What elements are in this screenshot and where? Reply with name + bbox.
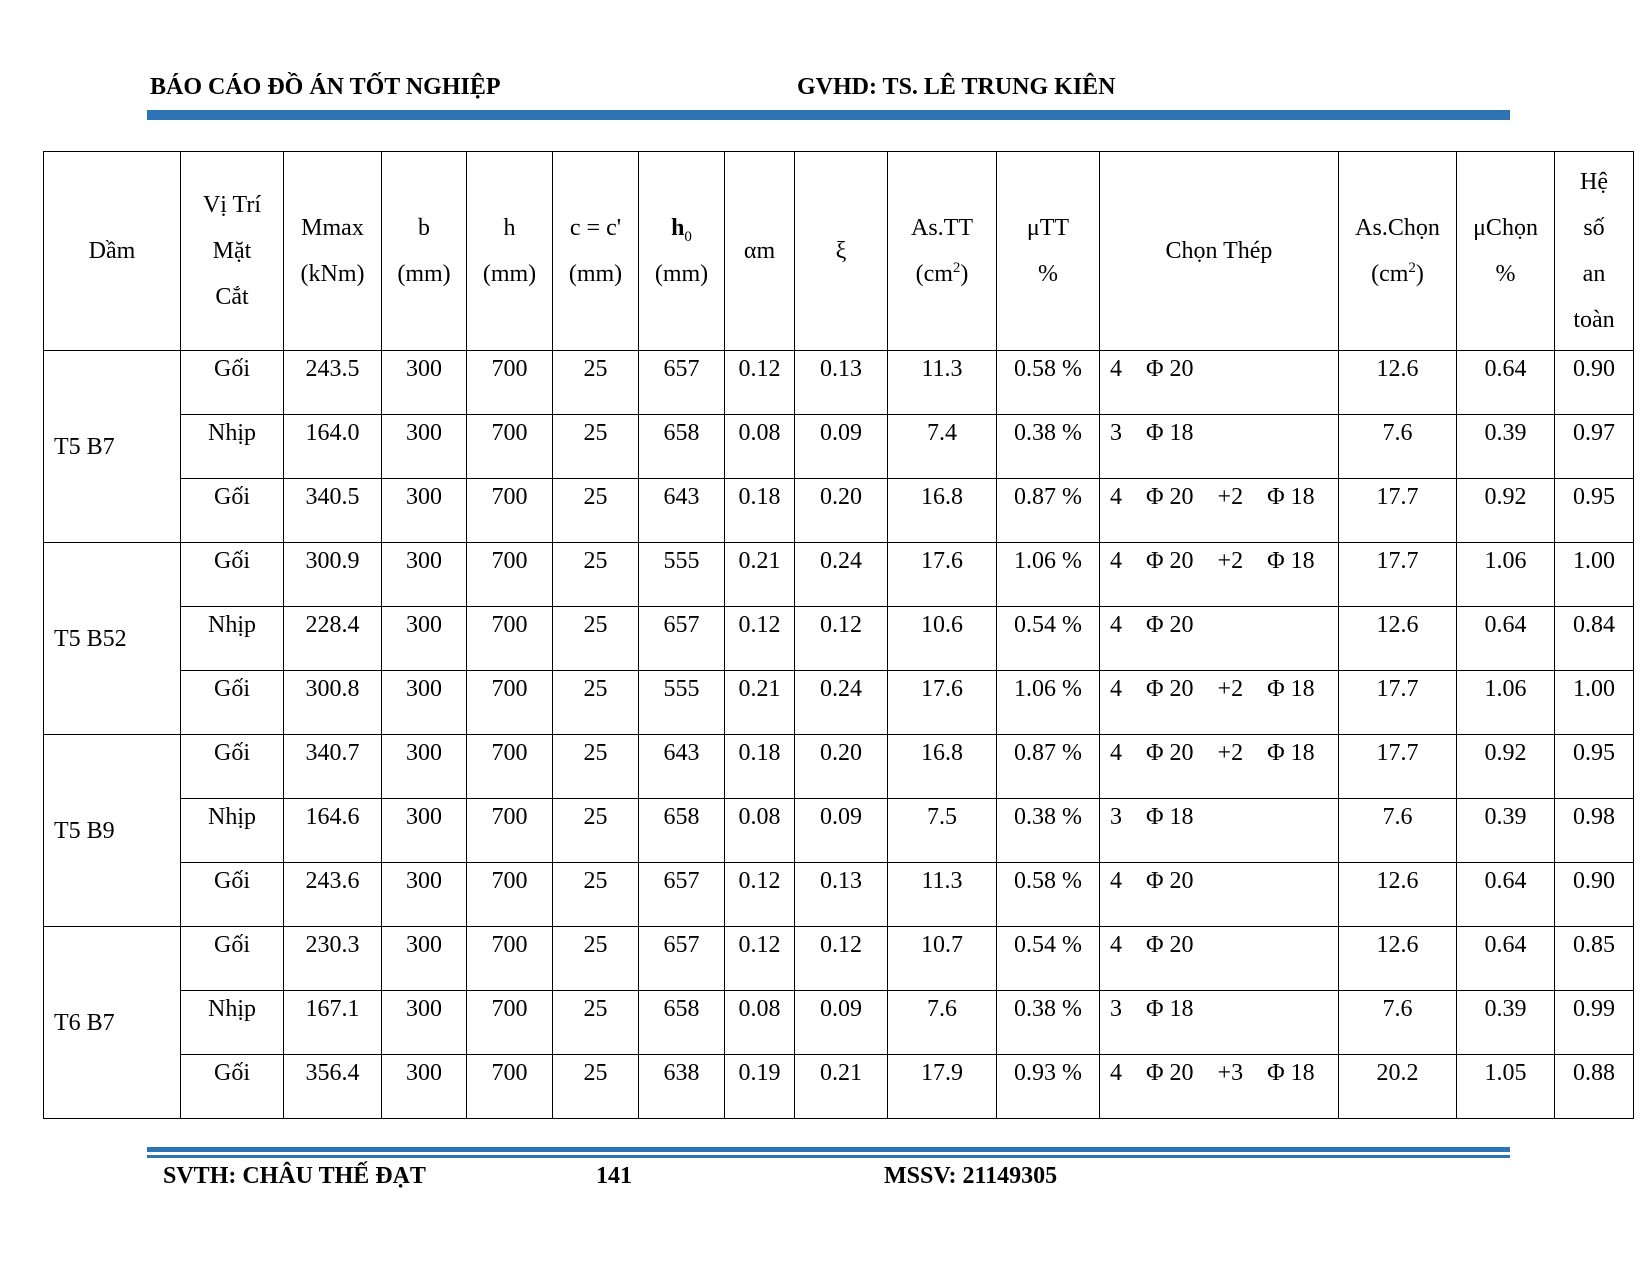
cell-am: 0.12 <box>725 607 795 671</box>
cell-mutt: 0.87 % <box>997 479 1100 543</box>
cell-k: 0.95 <box>1555 479 1634 543</box>
cell-h0: 643 <box>639 479 725 543</box>
cell-h: 700 <box>467 543 553 607</box>
cell-mmax: 340.5 <box>284 479 382 543</box>
table-body <box>44 351 1634 1119</box>
col-h: h (mm) <box>467 152 553 351</box>
cell-muchon: 1.06 <box>1457 543 1555 607</box>
beam-cell: T5 B52 <box>44 543 181 735</box>
cell-mmax: 300.8 <box>284 671 382 735</box>
beam-cell: T6 B7 <box>44 927 181 1119</box>
cell-h: 700 <box>467 863 553 927</box>
cell-h: 700 <box>467 671 553 735</box>
cell-pos: Gối <box>181 543 284 607</box>
cell-b: 300 <box>382 799 467 863</box>
cell-steel: 4 Φ 20 +2 Φ 18 <box>1100 671 1339 735</box>
cell-pos: Gối <box>181 671 284 735</box>
cell-aschon: 20.2 <box>1339 1055 1457 1119</box>
beam-cell: T5 B9 <box>44 735 181 927</box>
table-row <box>44 543 1634 607</box>
page-number: 141 <box>596 1163 632 1189</box>
cell-muchon: 0.92 <box>1457 479 1555 543</box>
cell-h0: 658 <box>639 991 725 1055</box>
cell-mmax: 300.9 <box>284 543 382 607</box>
cell-steel: 4 Φ 20 <box>1100 607 1339 671</box>
table-row <box>44 735 1634 799</box>
cell-steel: 4 Φ 20 <box>1100 927 1339 991</box>
cell-c: 25 <box>553 863 639 927</box>
cell-b: 300 <box>382 351 467 415</box>
cell-muchon: 0.92 <box>1457 735 1555 799</box>
cell-aschon: 17.7 <box>1339 543 1457 607</box>
cell-h0: 657 <box>639 351 725 415</box>
cell-c: 25 <box>553 415 639 479</box>
cell-xi: 0.20 <box>795 735 888 799</box>
table-row <box>44 351 1634 415</box>
cell-k: 0.97 <box>1555 415 1634 479</box>
col-steel: Chọn Thép <box>1100 152 1339 351</box>
beam-cell: T5 B7 <box>44 351 181 543</box>
cell-aschon: 12.6 <box>1339 863 1457 927</box>
cell-xi: 0.09 <box>795 415 888 479</box>
footer-rule-thin <box>147 1155 1510 1158</box>
cell-aschon: 17.7 <box>1339 479 1457 543</box>
cell-mutt: 0.58 % <box>997 351 1100 415</box>
table-row <box>44 479 1634 543</box>
cell-mutt: 0.38 % <box>997 415 1100 479</box>
cell-b: 300 <box>382 607 467 671</box>
cell-mmax: 243.5 <box>284 351 382 415</box>
cell-am: 0.21 <box>725 543 795 607</box>
footer-rule-thick <box>147 1147 1510 1152</box>
col-mmax: Mmax (kNm) <box>284 152 382 351</box>
col-h0: $h_0$ (mm) <box>639 152 725 351</box>
cell-b: 300 <box>382 479 467 543</box>
cell-am: 0.08 <box>725 991 795 1055</box>
cell-h: 700 <box>467 991 553 1055</box>
cell-am: 0.18 <box>725 479 795 543</box>
cell-aschon: 7.6 <box>1339 415 1457 479</box>
cell-mutt: 0.54 % <box>997 607 1100 671</box>
cell-xi: 0.09 <box>795 799 888 863</box>
cell-k: 0.98 <box>1555 799 1634 863</box>
cell-b: 300 <box>382 1055 467 1119</box>
cell-h0: 555 <box>639 671 725 735</box>
cell-c: 25 <box>553 1055 639 1119</box>
cell-muchon: 0.39 <box>1457 415 1555 479</box>
cell-astt: 17.6 <box>888 543 997 607</box>
table-row <box>44 415 1634 479</box>
cell-muchon: 0.64 <box>1457 863 1555 927</box>
cell-steel: 3 Φ 18 <box>1100 799 1339 863</box>
table-row <box>44 927 1634 991</box>
cell-xi: 0.13 <box>795 351 888 415</box>
cell-aschon: 12.6 <box>1339 607 1457 671</box>
cell-steel: 4 Φ 20 <box>1100 351 1339 415</box>
cell-astt: 7.5 <box>888 799 997 863</box>
footer-student: SVTH: CHÂU THẾ ĐẠT <box>163 1163 426 1189</box>
cell-b: 300 <box>382 991 467 1055</box>
cell-k: 0.85 <box>1555 927 1634 991</box>
cell-xi: 0.12 <box>795 927 888 991</box>
cell-muchon: 0.64 <box>1457 927 1555 991</box>
table-row <box>44 1055 1634 1119</box>
cell-h: 700 <box>467 607 553 671</box>
cell-mmax: 167.1 <box>284 991 382 1055</box>
header-rule <box>147 110 1510 120</box>
table-row <box>44 991 1634 1055</box>
cell-b: 300 <box>382 415 467 479</box>
cell-h0: 657 <box>639 927 725 991</box>
cell-aschon: 17.7 <box>1339 671 1457 735</box>
cell-b: 300 <box>382 735 467 799</box>
cell-astt: 17.9 <box>888 1055 997 1119</box>
cell-steel: 3 Φ 18 <box>1100 991 1339 1055</box>
cell-mutt: 0.58 % <box>997 863 1100 927</box>
cell-k: 0.90 <box>1555 863 1634 927</box>
cell-astt: 10.6 <box>888 607 997 671</box>
cell-h0: 658 <box>639 799 725 863</box>
cell-c: 25 <box>553 543 639 607</box>
cell-steel: 3 Φ 18 <box>1100 415 1339 479</box>
cell-pos: Gối <box>181 735 284 799</box>
col-c: c = c' (mm) <box>553 152 639 351</box>
cell-pos: Nhịp <box>181 415 284 479</box>
cell-xi: 0.13 <box>795 863 888 927</box>
cell-k: 0.95 <box>1555 735 1634 799</box>
cell-h0: 638 <box>639 1055 725 1119</box>
cell-am: 0.08 <box>725 799 795 863</box>
cell-astt: 7.6 <box>888 991 997 1055</box>
cell-astt: 11.3 <box>888 351 997 415</box>
cell-steel: 4 Φ 20 +2 Φ 18 <box>1100 479 1339 543</box>
cell-k: 0.90 <box>1555 351 1634 415</box>
cell-astt: 16.8 <box>888 479 997 543</box>
col-safety-factor: Hệ số an toàn <box>1555 152 1634 351</box>
cell-mutt: 0.54 % <box>997 927 1100 991</box>
cell-h0: 657 <box>639 863 725 927</box>
cell-xi: 0.09 <box>795 991 888 1055</box>
col-am: αm <box>725 152 795 351</box>
cell-muchon: 1.05 <box>1457 1055 1555 1119</box>
col-mu-tt: μTT % <box>997 152 1100 351</box>
cell-muchon: 0.64 <box>1457 351 1555 415</box>
cell-mmax: 164.6 <box>284 799 382 863</box>
table-row <box>44 671 1634 735</box>
cell-astt: 17.6 <box>888 671 997 735</box>
cell-h: 700 <box>467 415 553 479</box>
cell-c: 25 <box>553 735 639 799</box>
cell-h0: 658 <box>639 415 725 479</box>
cell-steel: 4 Φ 20 +3 Φ 18 <box>1100 1055 1339 1119</box>
cell-mutt: 0.38 % <box>997 991 1100 1055</box>
cell-k: 0.84 <box>1555 607 1634 671</box>
col-xi: ξ <box>795 152 888 351</box>
cell-h: 700 <box>467 799 553 863</box>
cell-mmax: 243.6 <box>284 863 382 927</box>
cell-xi: 0.12 <box>795 607 888 671</box>
col-beam: Dầm <box>44 152 181 351</box>
cell-muchon: 0.39 <box>1457 991 1555 1055</box>
cell-mmax: 228.4 <box>284 607 382 671</box>
cell-mutt: 0.93 % <box>997 1055 1100 1119</box>
cell-mutt: 1.06 % <box>997 671 1100 735</box>
cell-mmax: 356.4 <box>284 1055 382 1119</box>
cell-am: 0.19 <box>725 1055 795 1119</box>
footer-student-id: MSSV: 21149305 <box>884 1163 1058 1189</box>
cell-aschon: 12.6 <box>1339 351 1457 415</box>
cell-mutt: 0.87 % <box>997 735 1100 799</box>
cell-b: 300 <box>382 543 467 607</box>
cell-astt: 10.7 <box>888 927 997 991</box>
cell-pos: Nhịp <box>181 799 284 863</box>
cell-am: 0.18 <box>725 735 795 799</box>
col-as-tt: As.TT $(cm^2)$ <box>888 152 997 351</box>
cell-k: 1.00 <box>1555 543 1634 607</box>
cell-c: 25 <box>553 671 639 735</box>
cell-steel: 4 Φ 20 +2 Φ 18 <box>1100 543 1339 607</box>
table-row <box>44 799 1634 863</box>
cell-c: 25 <box>553 991 639 1055</box>
cell-xi: 0.20 <box>795 479 888 543</box>
cell-steel: 4 Φ 20 +2 Φ 18 <box>1100 735 1339 799</box>
header-title: BÁO CÁO ĐỒ ÁN TỐT NGHIỆP <box>150 74 501 100</box>
table-row <box>44 607 1634 671</box>
cell-h: 700 <box>467 1055 553 1119</box>
cell-aschon: 7.6 <box>1339 799 1457 863</box>
cell-xi: 0.24 <box>795 543 888 607</box>
beam-reinforcement-table <box>43 151 1634 1119</box>
table-row <box>44 863 1634 927</box>
cell-astt: 16.8 <box>888 735 997 799</box>
cell-h0: 657 <box>639 607 725 671</box>
cell-h0: 555 <box>639 543 725 607</box>
col-as-chon: As.Chọn $(cm^2)$ <box>1339 152 1457 351</box>
cell-mmax: 230.3 <box>284 927 382 991</box>
header-row <box>44 152 1634 351</box>
cell-c: 25 <box>553 479 639 543</box>
col-position: Vị Trí Mặt Cắt <box>181 152 284 351</box>
cell-muchon: 1.06 <box>1457 671 1555 735</box>
cell-mmax: 164.0 <box>284 415 382 479</box>
cell-am: 0.08 <box>725 415 795 479</box>
cell-k: 1.00 <box>1555 671 1634 735</box>
cell-mutt: 1.06 % <box>997 543 1100 607</box>
col-mu-chon: μChọn % <box>1457 152 1555 351</box>
cell-c: 25 <box>553 799 639 863</box>
cell-aschon: 7.6 <box>1339 991 1457 1055</box>
cell-aschon: 12.6 <box>1339 927 1457 991</box>
cell-h: 700 <box>467 735 553 799</box>
cell-am: 0.21 <box>725 671 795 735</box>
cell-h: 700 <box>467 479 553 543</box>
cell-pos: Gối <box>181 351 284 415</box>
cell-b: 300 <box>382 927 467 991</box>
cell-astt: 7.4 <box>888 415 997 479</box>
cell-pos: Gối <box>181 927 284 991</box>
cell-mutt: 0.38 % <box>997 799 1100 863</box>
cell-aschon: 17.7 <box>1339 735 1457 799</box>
cell-am: 0.12 <box>725 351 795 415</box>
cell-k: 0.88 <box>1555 1055 1634 1119</box>
cell-mmax: 340.7 <box>284 735 382 799</box>
cell-b: 300 <box>382 863 467 927</box>
cell-c: 25 <box>553 607 639 671</box>
cell-am: 0.12 <box>725 863 795 927</box>
cell-b: 300 <box>382 671 467 735</box>
cell-h0: 643 <box>639 735 725 799</box>
header-advisor: GVHD: TS. LÊ TRUNG KIÊN <box>797 74 1116 100</box>
cell-h: 700 <box>467 351 553 415</box>
cell-astt: 11.3 <box>888 863 997 927</box>
cell-pos: Gối <box>181 1055 284 1119</box>
cell-c: 25 <box>553 351 639 415</box>
cell-k: 0.99 <box>1555 991 1634 1055</box>
cell-xi: 0.24 <box>795 671 888 735</box>
cell-am: 0.12 <box>725 927 795 991</box>
cell-xi: 0.21 <box>795 1055 888 1119</box>
cell-muchon: 0.39 <box>1457 799 1555 863</box>
cell-pos: Gối <box>181 479 284 543</box>
cell-steel: 4 Φ 20 <box>1100 863 1339 927</box>
cell-pos: Gối <box>181 863 284 927</box>
cell-pos: Nhịp <box>181 607 284 671</box>
cell-pos: Nhịp <box>181 991 284 1055</box>
cell-h: 700 <box>467 927 553 991</box>
cell-muchon: 0.64 <box>1457 607 1555 671</box>
col-b: b (mm) <box>382 152 467 351</box>
cell-c: 25 <box>553 927 639 991</box>
